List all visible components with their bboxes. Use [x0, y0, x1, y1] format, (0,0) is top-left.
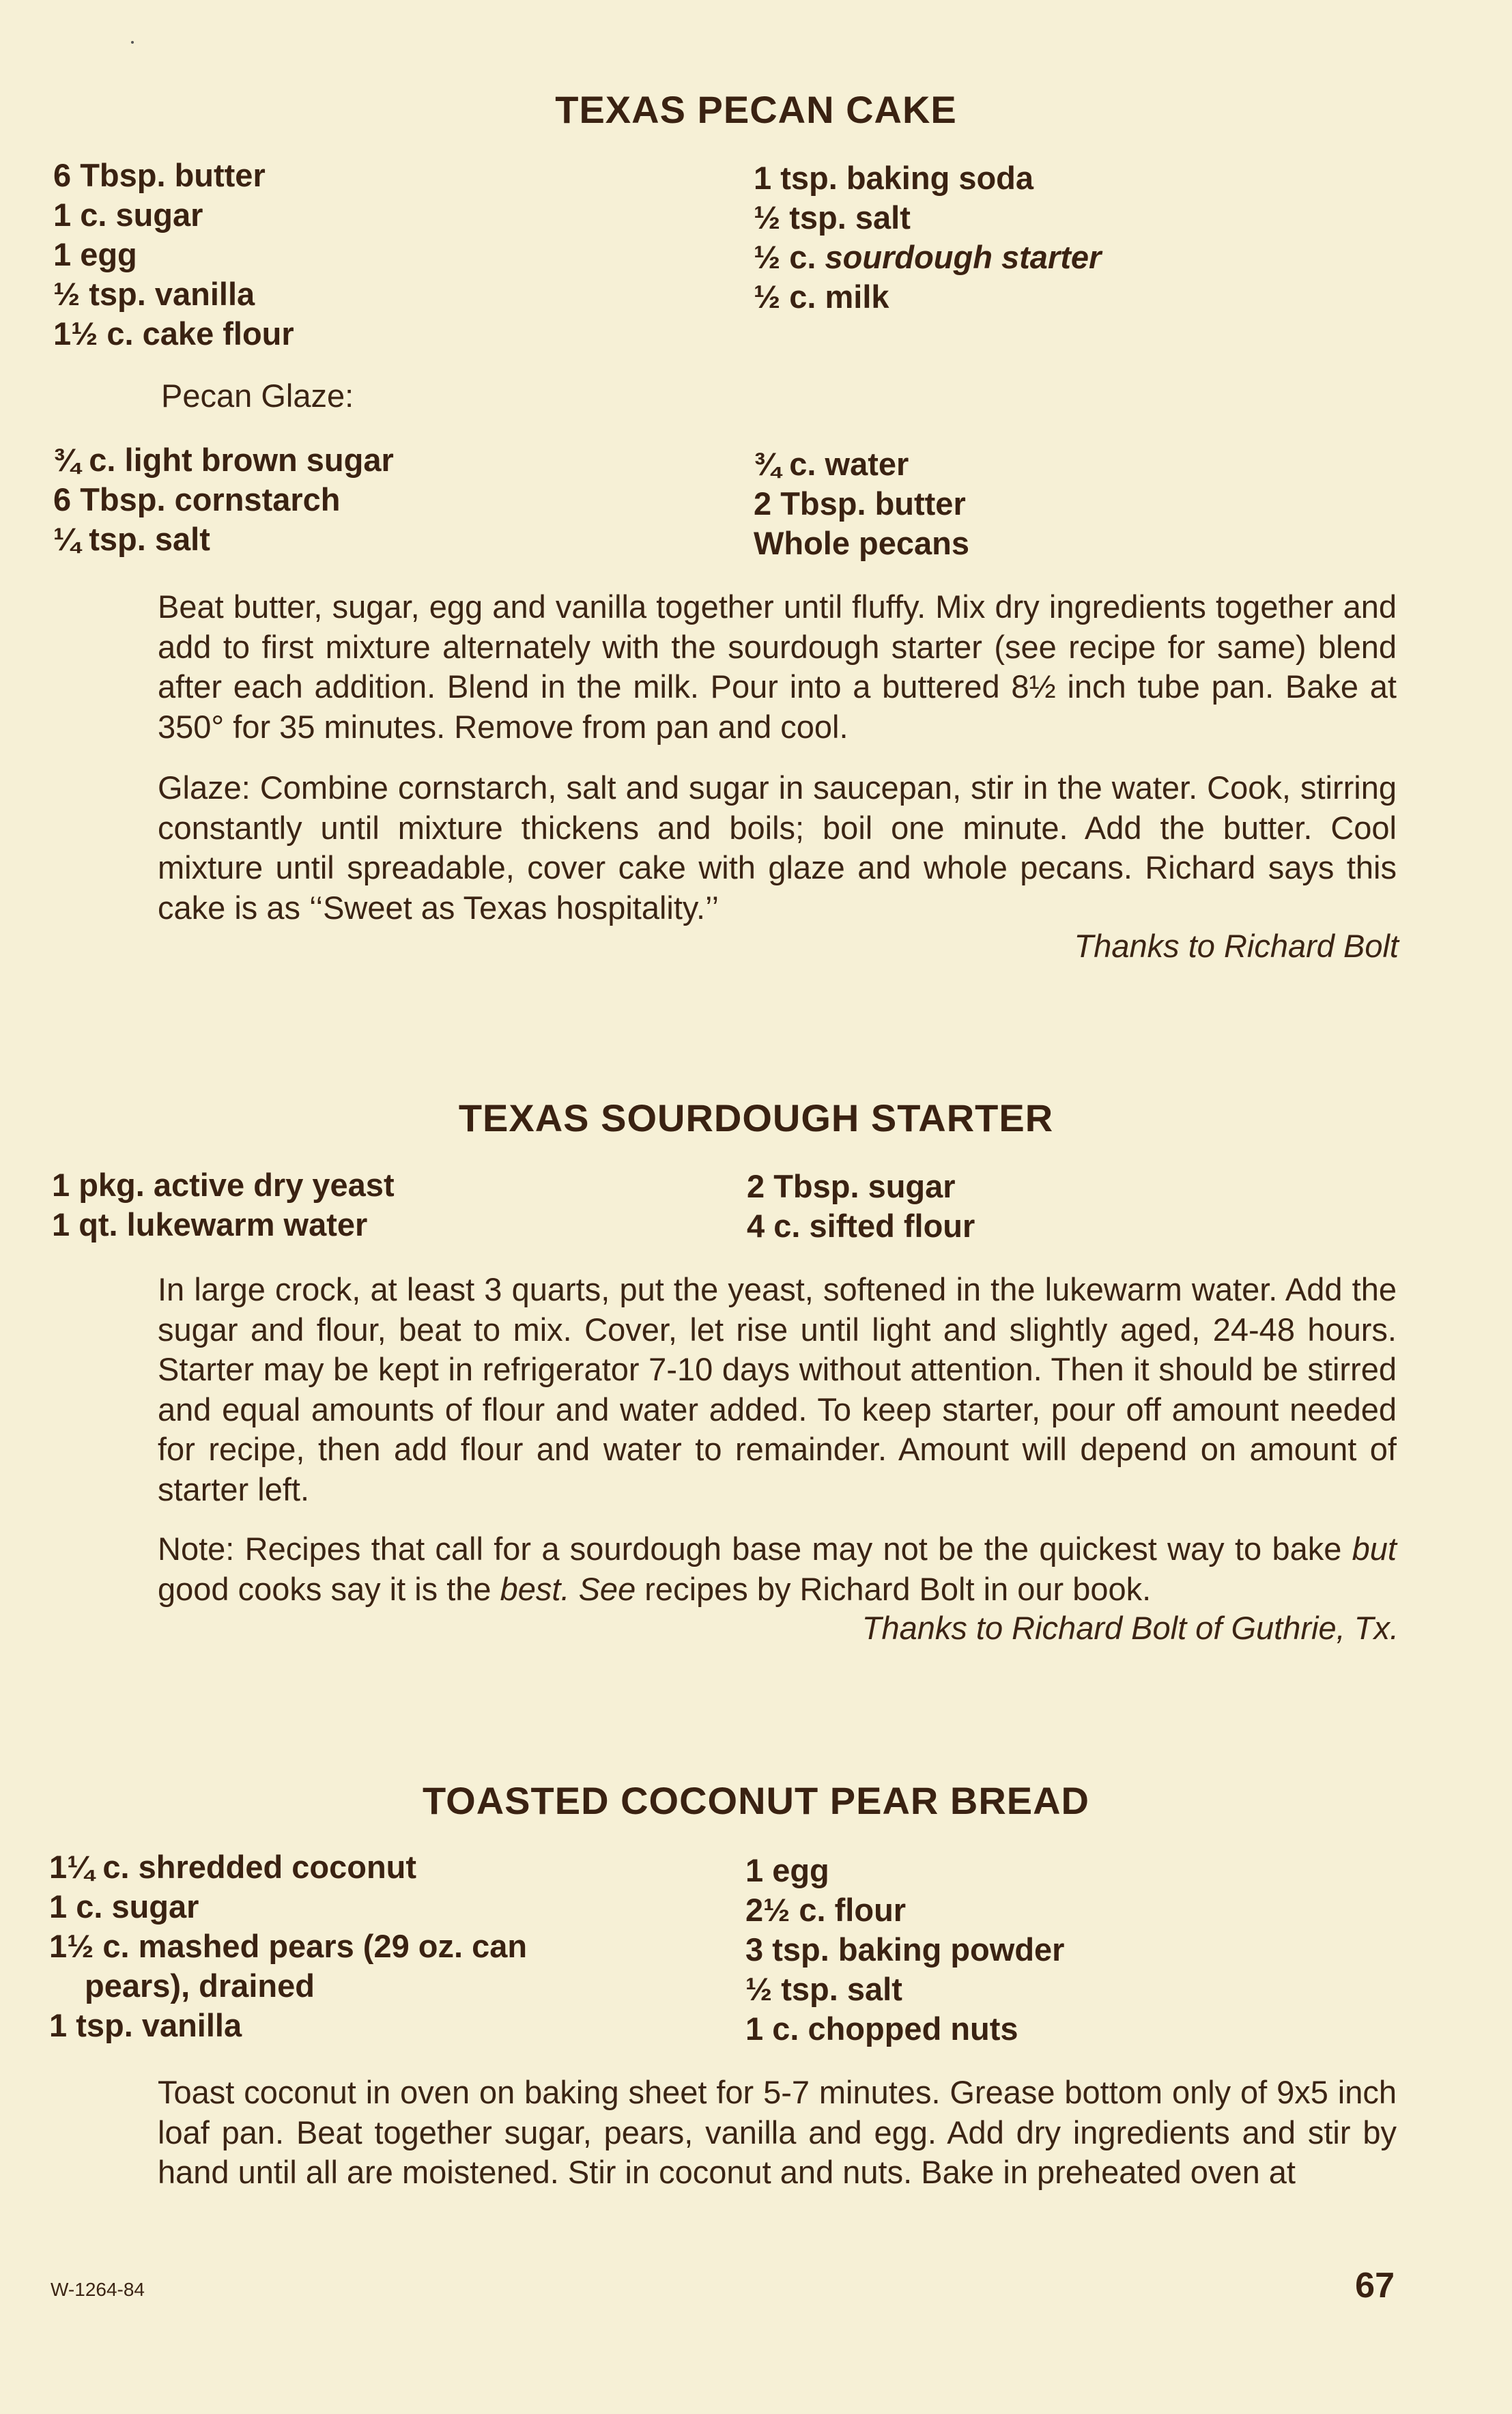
ingredient: ¾ c. light brown sugar [53, 442, 394, 478]
ingredient: 1¼ c. shredded coconut [49, 1849, 417, 1885]
speck-mark [131, 41, 134, 44]
note-text [52, 1529, 1397, 1609]
ingredient: ½ c. milk [754, 279, 889, 315]
ingredient-qty: ½ c. [754, 239, 816, 275]
glaze-instructions [52, 768, 1397, 928]
ingredient: 2½ c. flour [745, 1892, 907, 1928]
ingredients-right-pear-bread [745, 1851, 1064, 2049]
recipe-title-pecan-cake: TEXAS PECAN CAKE [555, 88, 957, 131]
credit-line: Thanks to Richard Bolt [1074, 928, 1399, 964]
ingredients-left-pecan-cake [53, 156, 294, 354]
ingredients-right-sourdough [747, 1167, 975, 1246]
instructions-pear-bread [52, 2073, 1397, 2193]
glaze-label: Pecan Glaze: [161, 378, 354, 414]
ingredients-left-pear-bread [49, 1847, 527, 2045]
ingredient: pears), drained [85, 1968, 315, 2004]
page-number: 67 [1355, 2266, 1395, 2305]
ingredient: 1 egg [745, 1852, 829, 1888]
ingredient: ½ tsp. salt [745, 1971, 902, 2007]
note-italic-best: best. [500, 1570, 570, 1607]
instruction-paragraph: Toast coconut in oven on baking sheet for 5-7 minutes. Grease bottom only of 9x5 inch loaf pan. Beat together sugar, pears, vanilla and egg. Add dry ingredients and stir by hand until all are moistened. Stir in coconut and nuts. Bake in preheated oven at [158, 2074, 1397, 2190]
ingredient: ½ tsp. salt [754, 199, 911, 236]
note-text-part [570, 1571, 579, 1607]
glaze-ingredients-right [754, 444, 969, 563]
ingredient: 1 tsp. vanilla [49, 2007, 242, 2043]
note-text-part: Note: Recipes that call for a sourdough base may not be the quickest way to bake [158, 1531, 1352, 1567]
ingredient: 1 tsp. baking soda [754, 160, 1034, 196]
ingredient: 1 c. sugar [53, 197, 203, 233]
ingredient: 1 pkg. active dry yeast [52, 1167, 395, 1203]
ingredient: 1 c. chopped nuts [745, 2011, 1018, 2047]
ingredient: 2 Tbsp. butter [754, 485, 966, 522]
instructions-sourdough [52, 1270, 1397, 1509]
ingredients-left-sourdough [52, 1165, 395, 1245]
glaze-ingredients-left [53, 440, 394, 559]
ingredient: Whole pecans [754, 525, 970, 561]
note-italic-but: but [1352, 1531, 1397, 1567]
recipe-title-sourdough-starter: TEXAS SOURDOUGH STARTER [458, 1096, 1054, 1139]
ingredient: ½ tsp. vanilla [53, 276, 255, 312]
ingredient: 1½ c. mashed pears (29 oz. can [49, 1928, 528, 1964]
ingredient: ¾ c. water [754, 446, 909, 482]
recipe-title-coconut-pear-bread: TOASTED COCONUT PEAR BREAD [422, 1779, 1089, 1822]
note-text-part: good cooks say it is the [158, 1570, 500, 1607]
ingredient: 3 tsp. baking powder [745, 1931, 1065, 1968]
ingredient: 2 Tbsp. sugar [747, 1168, 956, 1204]
ingredient: 6 Tbsp. cornstarch [53, 481, 341, 517]
ingredient: ¼ tsp. salt [53, 521, 210, 557]
ingredient: 1 egg [53, 236, 137, 272]
instructions-pecan-cake [52, 587, 1397, 747]
ingredient: 4 c. sifted flour [747, 1208, 975, 1244]
ingredient [754, 238, 1101, 277]
ingredient: 1½ c. cake flour [53, 315, 294, 352]
note-paragraph [52, 1529, 1397, 1609]
ingredients-right-pecan-cake [754, 158, 1101, 317]
footer-code: W-1264-84 [51, 2279, 145, 2300]
instruction-paragraph: Glaze: Combine cornstarch, salt and sugar in saucepan, stir in the water. Cook, stirring constantly until mixture thickens and boils; boil one minute. Add the butter. Cool mixture until spreadable, cover cake with glaze and whole pecans. Richard says this cake is as ‘‘Sweet as Texas hospitality.’’ [158, 769, 1397, 926]
note-italic-see: See [578, 1570, 636, 1607]
instruction-paragraph: Beat butter, sugar, egg and vanilla together until fluffy. Mix dry ingredients together and add to first mixture alternately with the sourdough starter (see recipe for same) blend after each addition. Blend in the milk. Pour into a buttered 8½ inch tube pan. Bake at 350° for 35 minutes. Remove from pan and cool. [158, 588, 1397, 745]
note-text-part: recipes by Richard Bolt in our book. [636, 1570, 1152, 1607]
instruction-paragraph: In large crock, at least 3 quarts, put the yeast, softened in the lukewarm water. Add the sugar and flour, beat to mix. Cover, let rise until light and slightly aged, 24-48 hours. Starter may be kept in refrigerator 7-10 days without attention. Then it should be stirred and equal amounts of flour and water added. To keep starter, pour off amount needed for recipe, then add flour and water to remainder. Amount will depend on amount of starter left. [158, 1271, 1397, 1507]
ingredient: 1 qt. lukewarm water [52, 1206, 368, 1242]
ingredient: 1 c. sugar [49, 1888, 199, 1925]
credit-line: Thanks to Richard Bolt of Guthrie, Tx. [861, 1610, 1399, 1646]
ingredient: 6 Tbsp. butter [53, 157, 266, 193]
ingredient-name-italic: sourdough starter [825, 239, 1102, 275]
